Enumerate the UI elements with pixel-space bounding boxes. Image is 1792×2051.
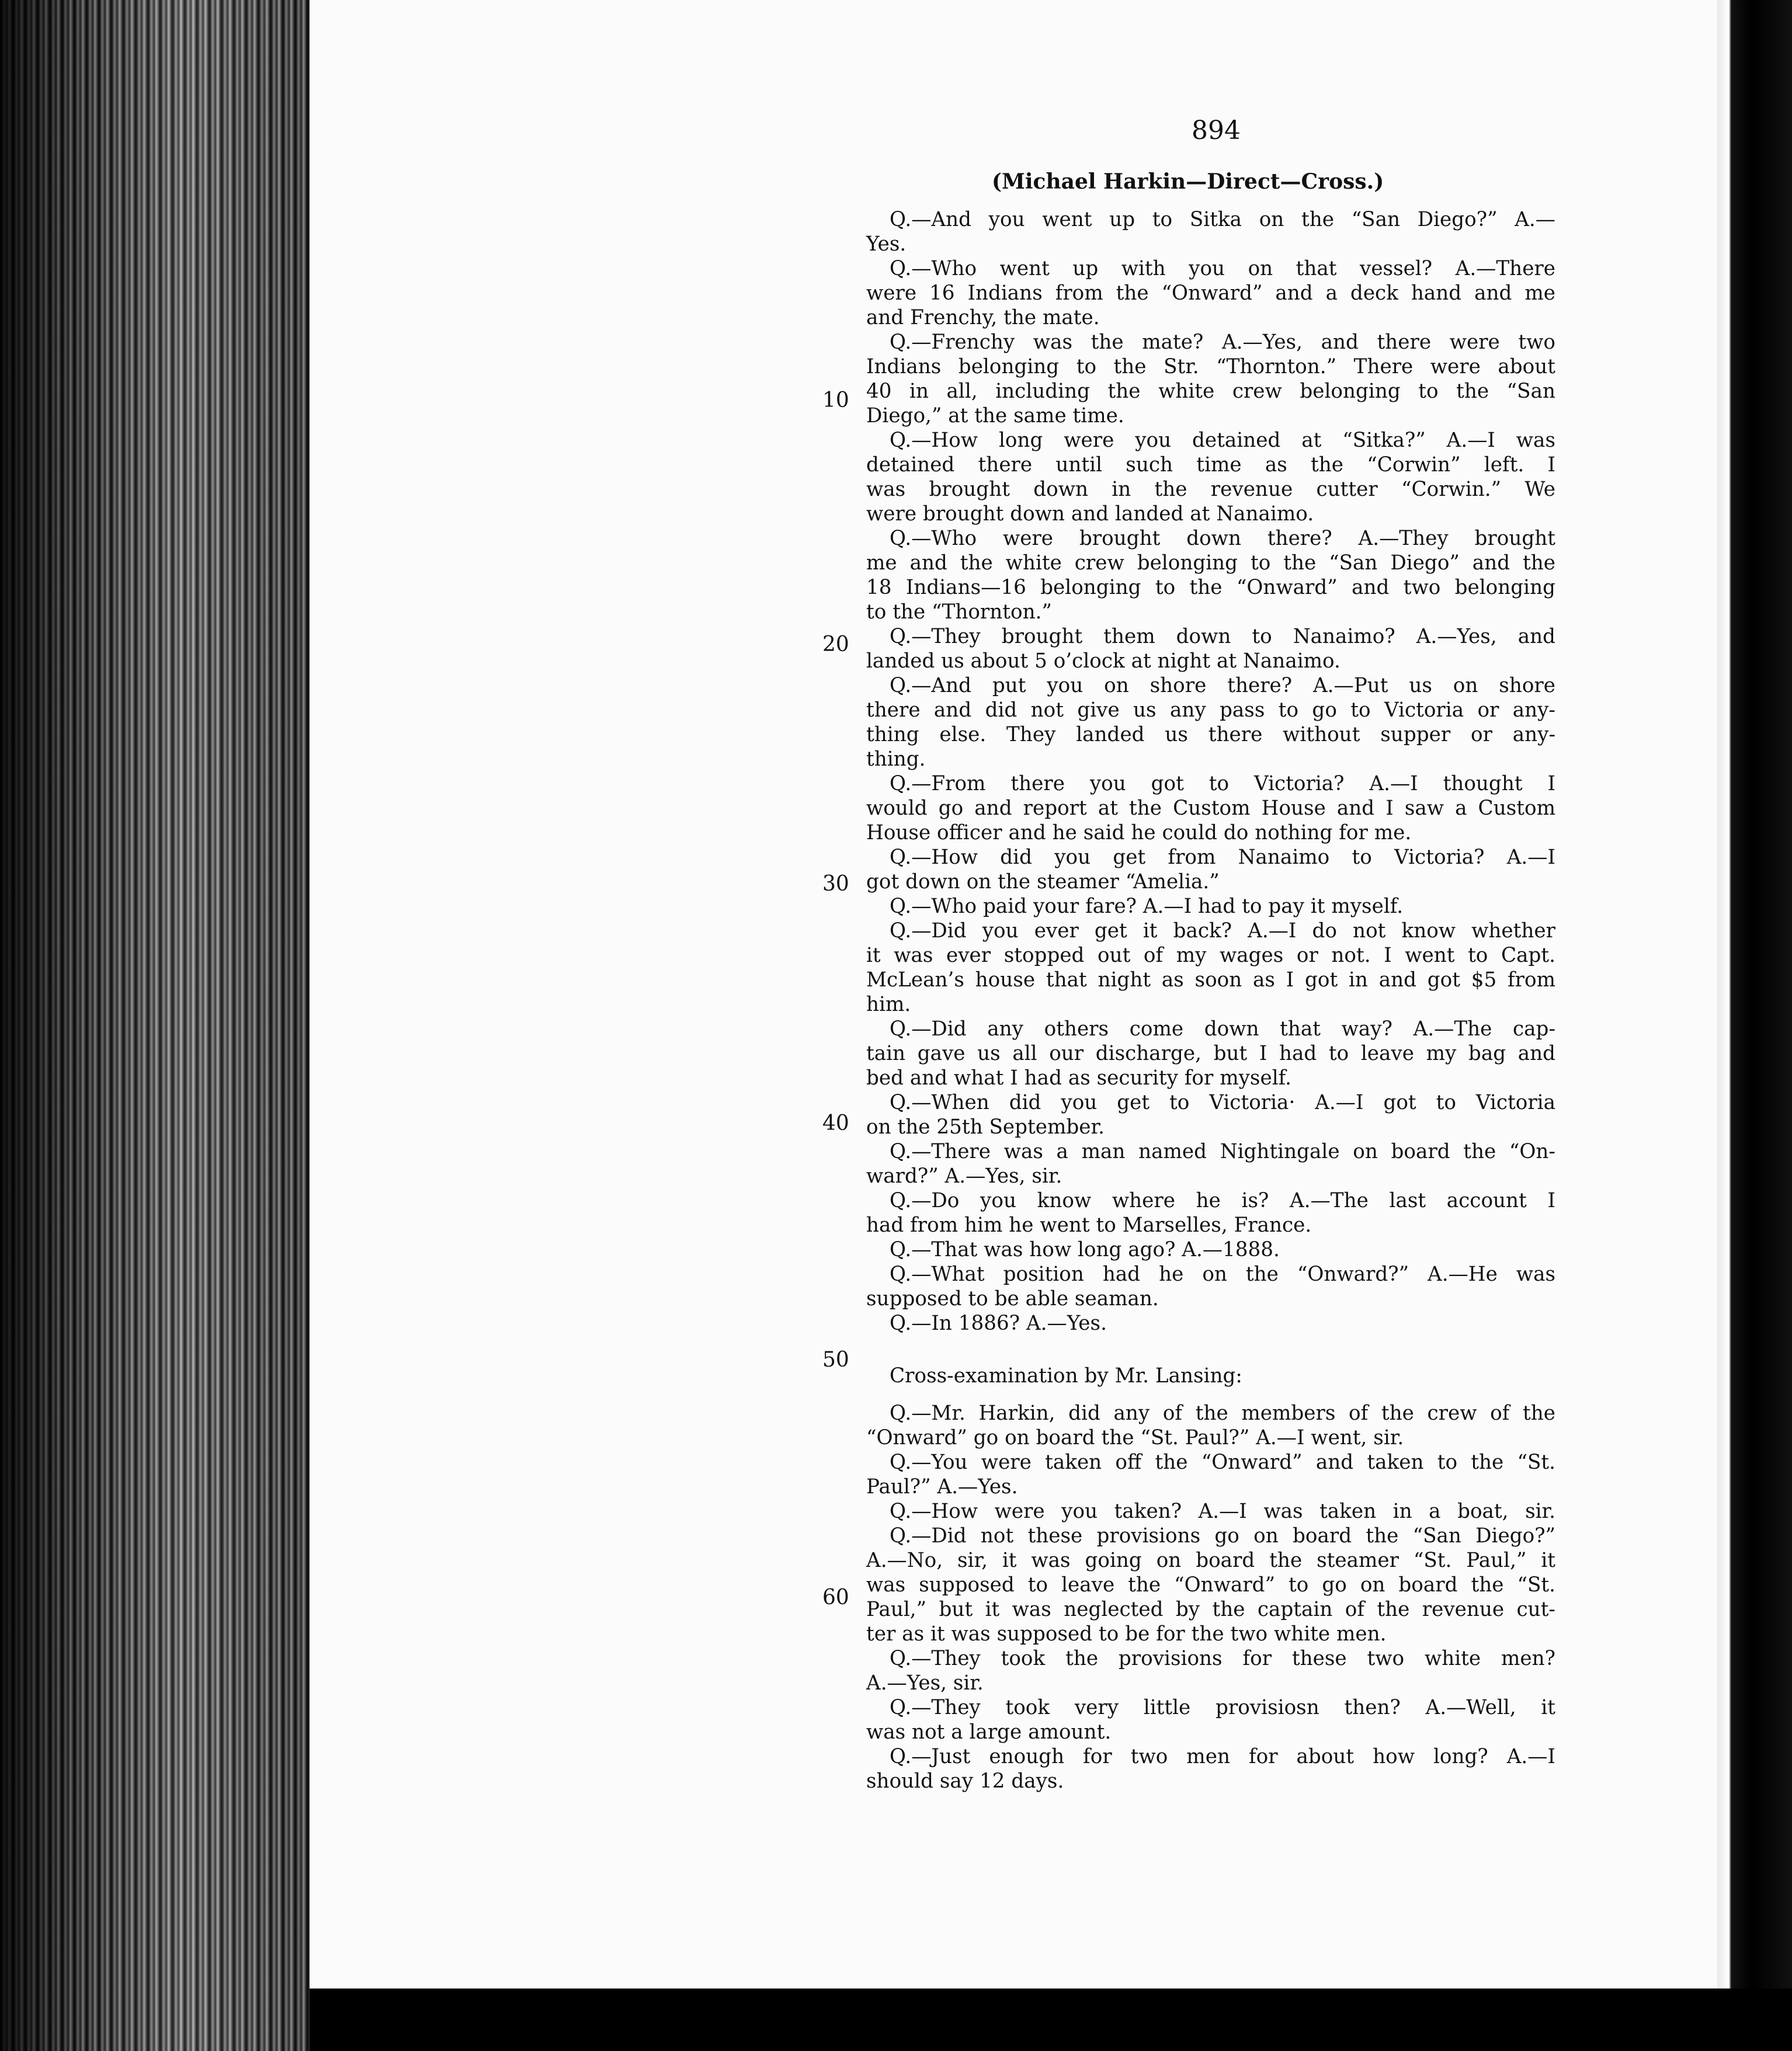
- text-line: A.—Yes, sir.: [866, 1671, 984, 1695]
- text-line: Q.—Frenchy was the mate? A.—Yes, and there were two: [890, 331, 1555, 354]
- text-line: Q.—Who paid your fare? A.—I had to pay it myself.: [890, 895, 1404, 918]
- text-line: on the 25th September.: [866, 1115, 1105, 1139]
- text-line: A.—No, sir, it was going on board the steamer “St. Paul,” it: [866, 1549, 1555, 1572]
- text-line: was not a large amount.: [866, 1720, 1112, 1744]
- text-line: Yes.: [866, 232, 907, 256]
- text-line: Q.—They took the provisions for these two white men?: [890, 1647, 1555, 1670]
- text-line: Diego,” at the same time.: [866, 404, 1124, 427]
- text-line: to the “Thornton.”: [866, 600, 1052, 624]
- text-line: were brought down and landed at Nanaimo.: [866, 502, 1314, 526]
- text-line: thing else. They landed us there without supper or any-: [866, 723, 1555, 746]
- text-line: Q.—How did you get from Nanaimo to Victoria? A.—I: [890, 846, 1555, 869]
- margin-line-number: 40: [822, 1111, 849, 1135]
- text-line: was brought down in the revenue cutter “Corwin.” We: [866, 478, 1555, 501]
- running-head: (Michael Harkin—Direct—Cross.): [992, 169, 1384, 194]
- text-line: 40 in all, including the white crew belonging to the “San: [866, 380, 1555, 403]
- text-line: supposed to be able seaman.: [866, 1287, 1159, 1310]
- text-line: got down on the steamer “Amelia.”: [866, 870, 1220, 894]
- text-line: tain gave us all our discharge, but I had to leave my bag and: [866, 1042, 1555, 1065]
- text-line: it was ever stopped out of my wages or not. I went to Capt.: [866, 944, 1555, 967]
- text-line: had from him he went to Marselles, France.: [866, 1214, 1312, 1237]
- testimony-text: [866, 207, 1555, 1793]
- text-line: was supposed to leave the “Onward” to go on board the “St.: [866, 1573, 1555, 1597]
- text-line: him.: [866, 993, 911, 1016]
- text-line: Q.—You were taken off the “Onward” and taken to the “St.: [890, 1451, 1555, 1474]
- text-line: Q.—Did not these provisions go on board the “San Diego?”: [890, 1524, 1555, 1548]
- text-line: me and the white crew belonging to the “San Diego” and the: [866, 551, 1555, 575]
- text-line: ter as it was supposed to be for the two white men.: [866, 1622, 1387, 1646]
- text-line: “Onward” go on board the “St. Paul?” A.—I went, sir.: [866, 1426, 1404, 1449]
- text-line: Q.—And put you on shore there? A.—Put us on shore: [890, 674, 1555, 697]
- text-line: Q.—There was a man named Nightingale on board the “On-: [890, 1140, 1555, 1163]
- margin-line-number: 50: [822, 1348, 849, 1372]
- text-line: Q.—Who went up with you on that vessel? A.—There: [890, 257, 1555, 280]
- bottom-edge-shadow: [310, 1989, 1792, 2051]
- text-line: House officer and he said he could do nothing for me.: [866, 821, 1412, 844]
- text-line: Q.—From there you got to Victoria? A.—I thought I: [890, 772, 1555, 795]
- text-line: detained there until such time as the “Corwin” left. I: [866, 453, 1555, 477]
- text-line: ward?” A.—Yes, sir.: [866, 1164, 1062, 1188]
- page-number: 894: [1192, 116, 1241, 145]
- book-page-edges: [0, 0, 310, 2051]
- text-line: Q.—Who were brought down there? A.—They brought: [890, 527, 1555, 550]
- text-line: Q.—Did any others come down that way? A.—The cap-: [890, 1017, 1555, 1041]
- text-line: Q.—Just enough for two men for about how long? A.—I: [890, 1745, 1555, 1768]
- text-line: Paul,” but it was neglected by the captain of the revenue cut-: [866, 1598, 1555, 1621]
- text-line: would go and report at the Custom House and I saw a Custom: [866, 797, 1555, 820]
- margin-line-number: 20: [822, 632, 849, 656]
- right-edge-shadow: [1717, 0, 1792, 2051]
- section-heading: Cross-examination by Mr. Lansing:: [890, 1364, 1242, 1388]
- text-line: 18 Indians—16 belonging to the “Onward” and two belonging: [866, 576, 1555, 599]
- margin-line-number: 60: [822, 1586, 849, 1609]
- text-line: Q.—How were you taken? A.—I was taken in a boat, sir.: [890, 1500, 1555, 1523]
- text-line: Q.—They brought them down to Nanaimo? A.—Yes, and: [890, 625, 1555, 648]
- text-line: Q.—How long were you detained at “Sitka?” A.—I was: [890, 429, 1555, 452]
- text-line: and Frenchy, the mate.: [866, 306, 1100, 329]
- text-line: Q.—Mr. Harkin, did any of the members of the crew of the: [890, 1402, 1555, 1425]
- text-line: Paul?” A.—Yes.: [866, 1475, 1018, 1499]
- text-line: Q.—That was how long ago? A.—1888.: [890, 1238, 1280, 1261]
- text-line: Q.—Did you ever get it back? A.—I do not know whether: [890, 919, 1555, 943]
- text-line: there and did not give us any pass to go to Victoria or any-: [866, 698, 1555, 722]
- margin-line-number: 10: [822, 388, 849, 412]
- margin-line-number: 30: [822, 872, 849, 896]
- text-line: Indians belonging to the Str. “Thornton.” There were about: [866, 355, 1555, 378]
- text-line: McLean’s house that night as soon as I got in and got $5 from: [866, 968, 1555, 992]
- text-line: Q.—And you went up to Sitka on the “San Diego?” A.—: [890, 208, 1555, 231]
- text-line: bed and what I had as security for myself.: [866, 1066, 1291, 1090]
- text-line: thing.: [866, 748, 926, 771]
- text-line: were 16 Indians from the “Onward” and a deck hand and me: [866, 281, 1555, 305]
- text-line: Q.—What position had he on the “Onward?” A.—He was: [890, 1263, 1555, 1286]
- text-line: should say 12 days.: [866, 1770, 1064, 1793]
- text-line: landed us about 5 o’clock at night at Nanaimo.: [866, 649, 1340, 673]
- text-line: Q.—They took very little provisiosn then? A.—Well, it: [890, 1696, 1555, 1719]
- text-line: Q.—In 1886? A.—Yes.: [890, 1312, 1107, 1335]
- text-line: Q.—When did you get to Victoria· A.—I got to Victoria: [890, 1091, 1555, 1114]
- text-line: Q.—Do you know where he is? A.—The last account I: [890, 1189, 1555, 1212]
